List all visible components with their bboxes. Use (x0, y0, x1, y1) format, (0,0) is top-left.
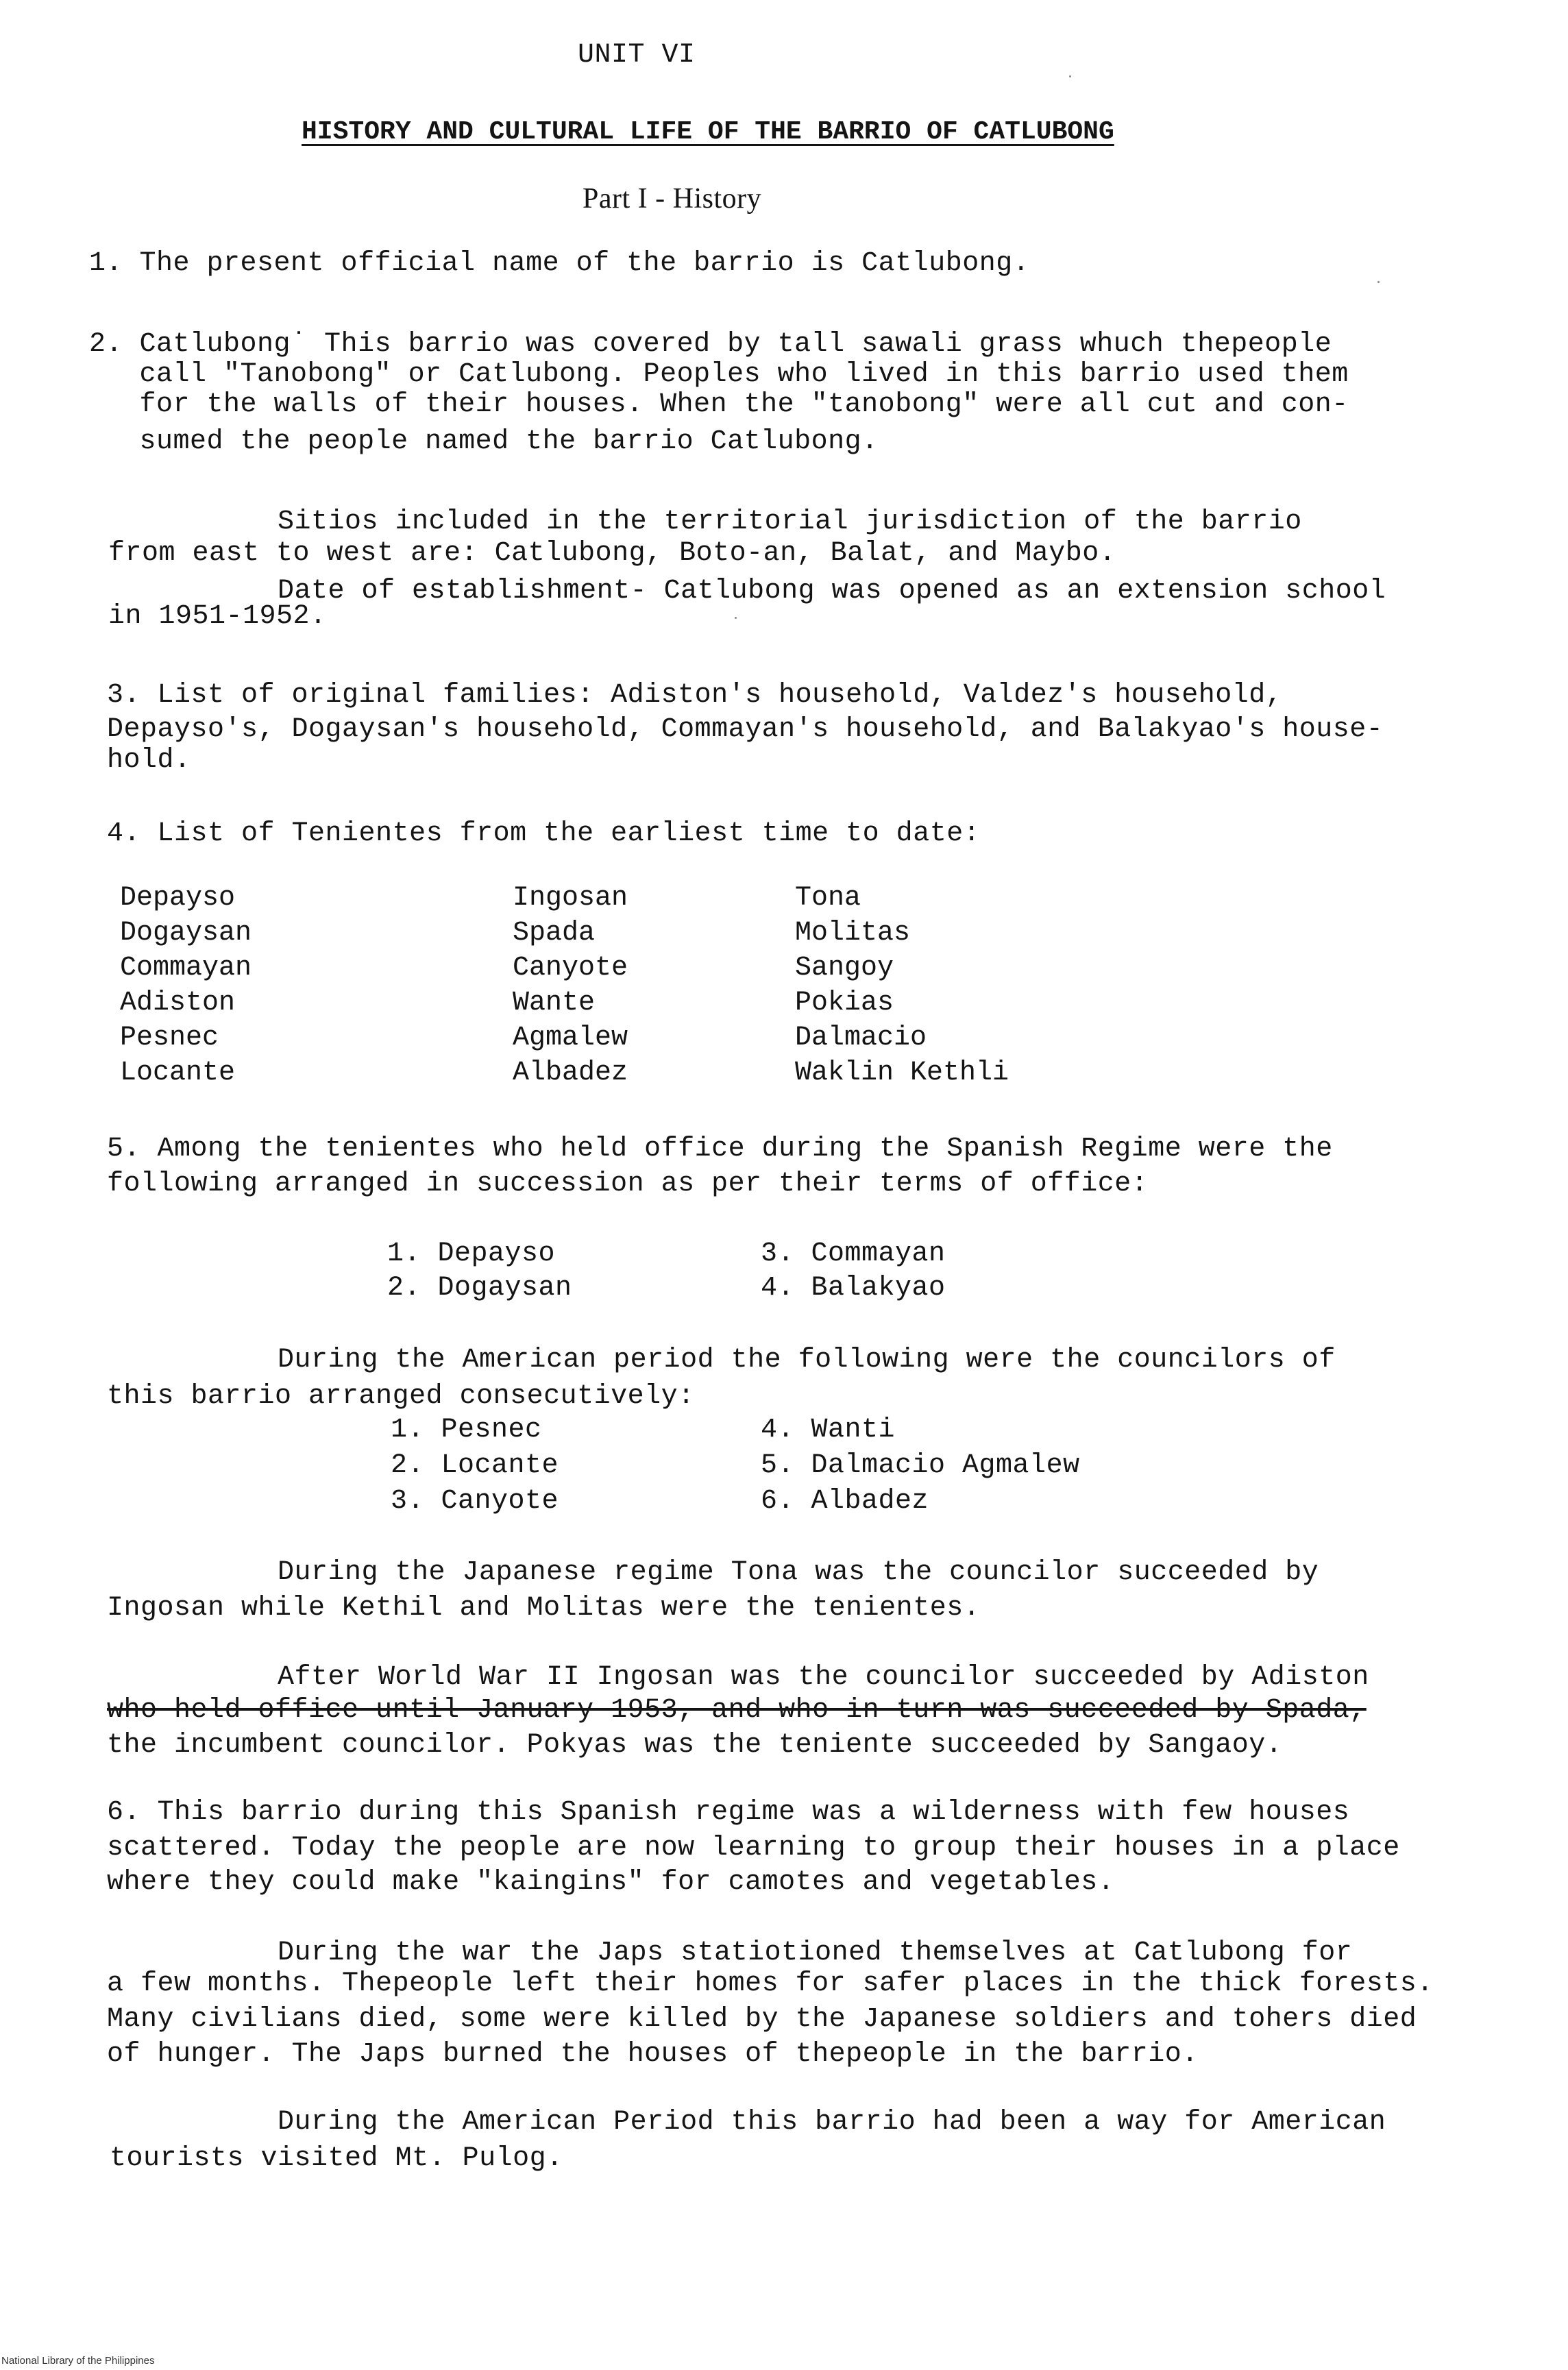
american-councilor: 3. Canyote (391, 1486, 559, 1517)
teniente-name: Dalmacio (795, 1023, 927, 1053)
spanish-teniente: 4. Balakyao (761, 1273, 946, 1304)
library-footer: National Library of the Philippines (1, 2355, 155, 2367)
war-line-1: During the war the Japs statiotioned themselves at Catlubong for (278, 1938, 1353, 1968)
war-line-4: of hunger. The Japs burned the houses of thepeople in the barrio. (107, 2039, 1199, 2070)
postwar-line-2: who held office until January 1953, and who in turn was succeeded by Spada, (107, 1695, 1367, 1726)
item-3-line-1: 3. List of original families: Adiston's household, Valdez's household, (107, 680, 1283, 711)
tenientes-column-3 (795, 881, 1009, 1090)
item-6-line-1: 6. This barrio during this Spanish regime was a wilderness with few houses (107, 1797, 1350, 1828)
sitios-line-2: from east to west are: Catlubong, Boto-an, Balat, and Maybo. (108, 538, 1116, 569)
item-5-intro-line-1: 5. Among the tenientes who held office during the Spanish Regime were the (107, 1134, 1333, 1164)
teniente-name: Tona (795, 883, 861, 914)
teniente-name: Sangoy (795, 953, 894, 984)
item-2-line-2: call "Tanobong" or Catlubong. Peoples who lived in this barrio used them (89, 359, 1349, 390)
american-period-intro-line-1: During the American period the following were the councilors of (278, 1345, 1336, 1376)
scan-speck (1377, 281, 1380, 283)
item-5-intro-line-2: following arranged in succession as per their terms of office: (107, 1169, 1149, 1199)
teniente-name: Molitas (795, 918, 911, 949)
japanese-regime-line-2: Ingosan while Kethil and Molitas were the tenientes. (107, 1593, 981, 1624)
teniente-name: Ingosan (513, 883, 628, 914)
war-line-3: Many civilians died, some were killed by the Japanese soldiers and tohers died (107, 2004, 1417, 2035)
item-3-line-3: hold. (107, 745, 191, 776)
teniente-name: Pesnec (120, 1023, 219, 1053)
war-line-2: a few months. Thepeople left their homes for safer places in the thick forests. (107, 1968, 1434, 1999)
american-period-tourists-line-2: tourists visited Mt. Pulog. (110, 2143, 563, 2174)
establishment-line-1: Date of establishment- Catlubong was opened as an extension school (278, 576, 1386, 607)
item-2-line-1: 2. Catlubong˙ This barrio was covered by tall sawali grass whuch thepeople (89, 329, 1332, 360)
spanish-teniente: 2. Dogaysan (387, 1273, 572, 1304)
american-councilor: 5. Dalmacio Agmalew (761, 1450, 1080, 1481)
postwar-line-3: the incumbent councilor. Pokyas was the teniente succeeded by Sangaoy. (107, 1730, 1283, 1761)
spanish-teniente: 3. Commayan (761, 1238, 946, 1269)
spanish-teniente: 1. Depayso (387, 1238, 556, 1269)
part-heading: Part I - History (583, 183, 762, 215)
teniente-name: Locante (120, 1058, 236, 1088)
teniente-name: Pokias (795, 988, 894, 1018)
american-councilor: 6. Albadez (761, 1486, 929, 1517)
american-councilor: 4. Wanti (761, 1415, 896, 1445)
tenientes-column-1 (120, 881, 252, 1090)
scan-speck (1069, 75, 1071, 77)
item-4-intro: 4. List of Tenientes from the earliest time to date: (107, 818, 981, 849)
item-2-line-3: for the walls of their houses. When the "tanobong" were all cut and con- (89, 389, 1349, 420)
teniente-name: Waklin Kethli (795, 1058, 1009, 1088)
teniente-name: Dogaysan (120, 918, 252, 949)
american-councilor: 1. Pesnec (391, 1415, 542, 1445)
teniente-name: Depayso (120, 883, 236, 914)
unit-label: UNIT VI (578, 40, 696, 71)
item-2-line-4: sumed the people named the barrio Catlubong. (89, 426, 879, 457)
item-6-line-3: where they could make "kaingins" for camotes and vegetables. (107, 1867, 1115, 1898)
item-6-line-2: scattered. Today the people are now learning to group their houses in a place (107, 1833, 1400, 1864)
tenientes-column-2 (513, 881, 628, 1090)
teniente-name: Adiston (120, 988, 236, 1018)
teniente-name: Wante (513, 988, 596, 1018)
teniente-name: Agmalew (513, 1023, 628, 1053)
postwar-line-1: After World War II Ingosan was the councilor succeeded by Adiston (278, 1662, 1369, 1693)
establishment-line-2: in 1951-1952. (108, 601, 327, 632)
sitios-line-1: Sitios included in the territorial jurisdiction of the barrio (278, 506, 1302, 537)
teniente-name: Commayan (120, 953, 252, 984)
teniente-name: Canyote (513, 953, 628, 984)
american-period-tourists-line-1: During the American Period this barrio had been a way for American (278, 2107, 1386, 2138)
japanese-regime-line-1: During the Japanese regime Tona was the councilor succeeded by (278, 1557, 1319, 1588)
document-title: HISTORY AND CULTURAL LIFE OF THE BARRIO OF CATLUBONG (302, 117, 1114, 147)
scan-speck (735, 617, 737, 619)
american-councilor: 2. Locante (391, 1450, 559, 1481)
item-3-line-2: Depayso's, Dogaysan's household, Commayan's household, and Balakyao's house- (107, 714, 1384, 745)
item-1-official-name: 1. The present official name of the barrio is Catlubong. (89, 248, 1030, 279)
teniente-name: Albadez (513, 1058, 628, 1088)
teniente-name: Spada (513, 918, 596, 949)
american-period-intro-line-2: this barrio arranged consecutively: (107, 1381, 695, 1412)
